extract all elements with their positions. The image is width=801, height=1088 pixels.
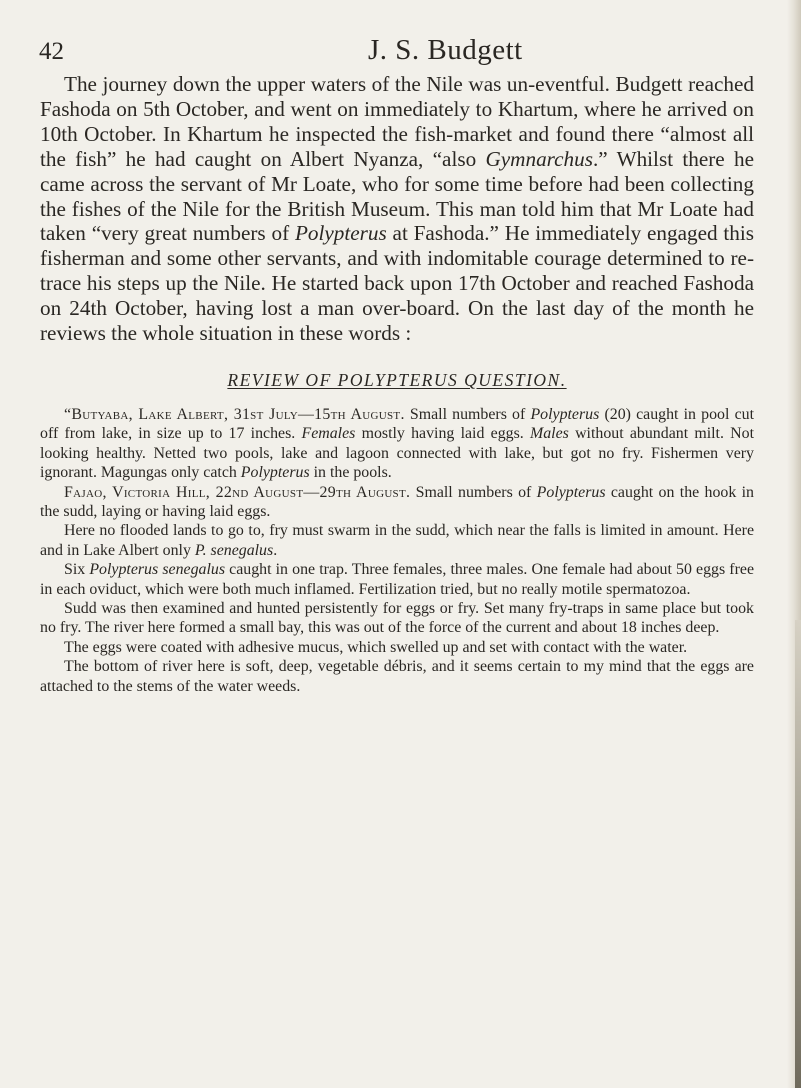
page-body [40,72,754,696]
report-place-date: Fajao, Victoria Hill, 22nd August—29th August. [64,483,411,501]
page-number: 42 [39,38,64,65]
report-paragraph: “Butyaba, Lake Albert, 31st July—15th August. Small numbers of Polypterus (20) caught in pool cut off from lake, in size up to 17 inches. Females mostly having laid eggs. Males without abundant milt. Not looking healthy. Netted two pools, lake and lagoon connected with lake, but got no fry. Fishermen very ignorant. Magungas only catch Polypterus in the pools. [40,405,755,482]
page-edge-dark [795,620,801,1088]
main-text [40,72,754,346]
section-heading: REVIEW OF POLYPTERUS QUESTION. [227,369,567,390]
running-head [0,34,801,70]
paragraph: The journey down the upper waters of the Nile was un-eventful. Budgett reached Fashoda on 5th October, and went on immediately to Khartum, where he arrived on 10th October. In Khartum he inspected the fish-market and found there “almost all the fish” he had caught on Albert Nyanza, “also Gymnarchus.” Whilst there he came across the servant of Mr Loate, who for some time before had been collecting the fishes of the Nile for the British Museum. This man told him that Mr Loate had taken “very great numbers of Polypterus at Fashoda.” He immediately engaged this fisherman and some other servants, and with indomitable courage determined to re-trace his steps up the Nile. He started back upon 17th October and reached Fashoda on 24th October, having lost a man over-board. On the last day of the month he reviews the whole situation in these words : [40,72,755,346]
quoted-report [40,405,754,696]
report-place-date: “Butyaba, Lake Albert, 31st July—15th August. [64,405,405,423]
taxon-name: Gymnarchus [485,146,593,171]
taxon-name: Polypterus [294,221,387,246]
report-paragraph: Six Polypterus senegalus caught in one trap. Three females, three males. One female had about 50 eggs free in each oviduct, which were both much inflamed. Fertilization tried, but no really motile spermatozoa. [40,561,754,598]
report-paragraph: Sudd was then examined and hunted persistently for eggs or fry. Set many fry-traps in same place but took no fry. The river here formed a small bay, this was out of the force of the current and about 18 inches deep. [40,600,754,637]
report-paragraph: The eggs were coated with adhesive mucus, which swelled up and set with contact with the water. [64,638,688,656]
report-paragraph: Fajao, Victoria Hill, 22nd August—29th August. Small numbers of Polypterus caught on the hook in the sudd, laying or having laid eggs. [40,483,755,520]
running-title: J. S. Budgett [368,34,523,66]
report-paragraph: The bottom of river here is soft, deep, vegetable débris, and it seems certain to my mind that the eggs are attached to the stems of the water weeds. [40,658,754,695]
report-paragraph: Here no flooded lands to go to, fry must swarm in the sudd, which near the falls is limited in amount. Here and in Lake Albert only P. senegalus. [40,522,754,559]
